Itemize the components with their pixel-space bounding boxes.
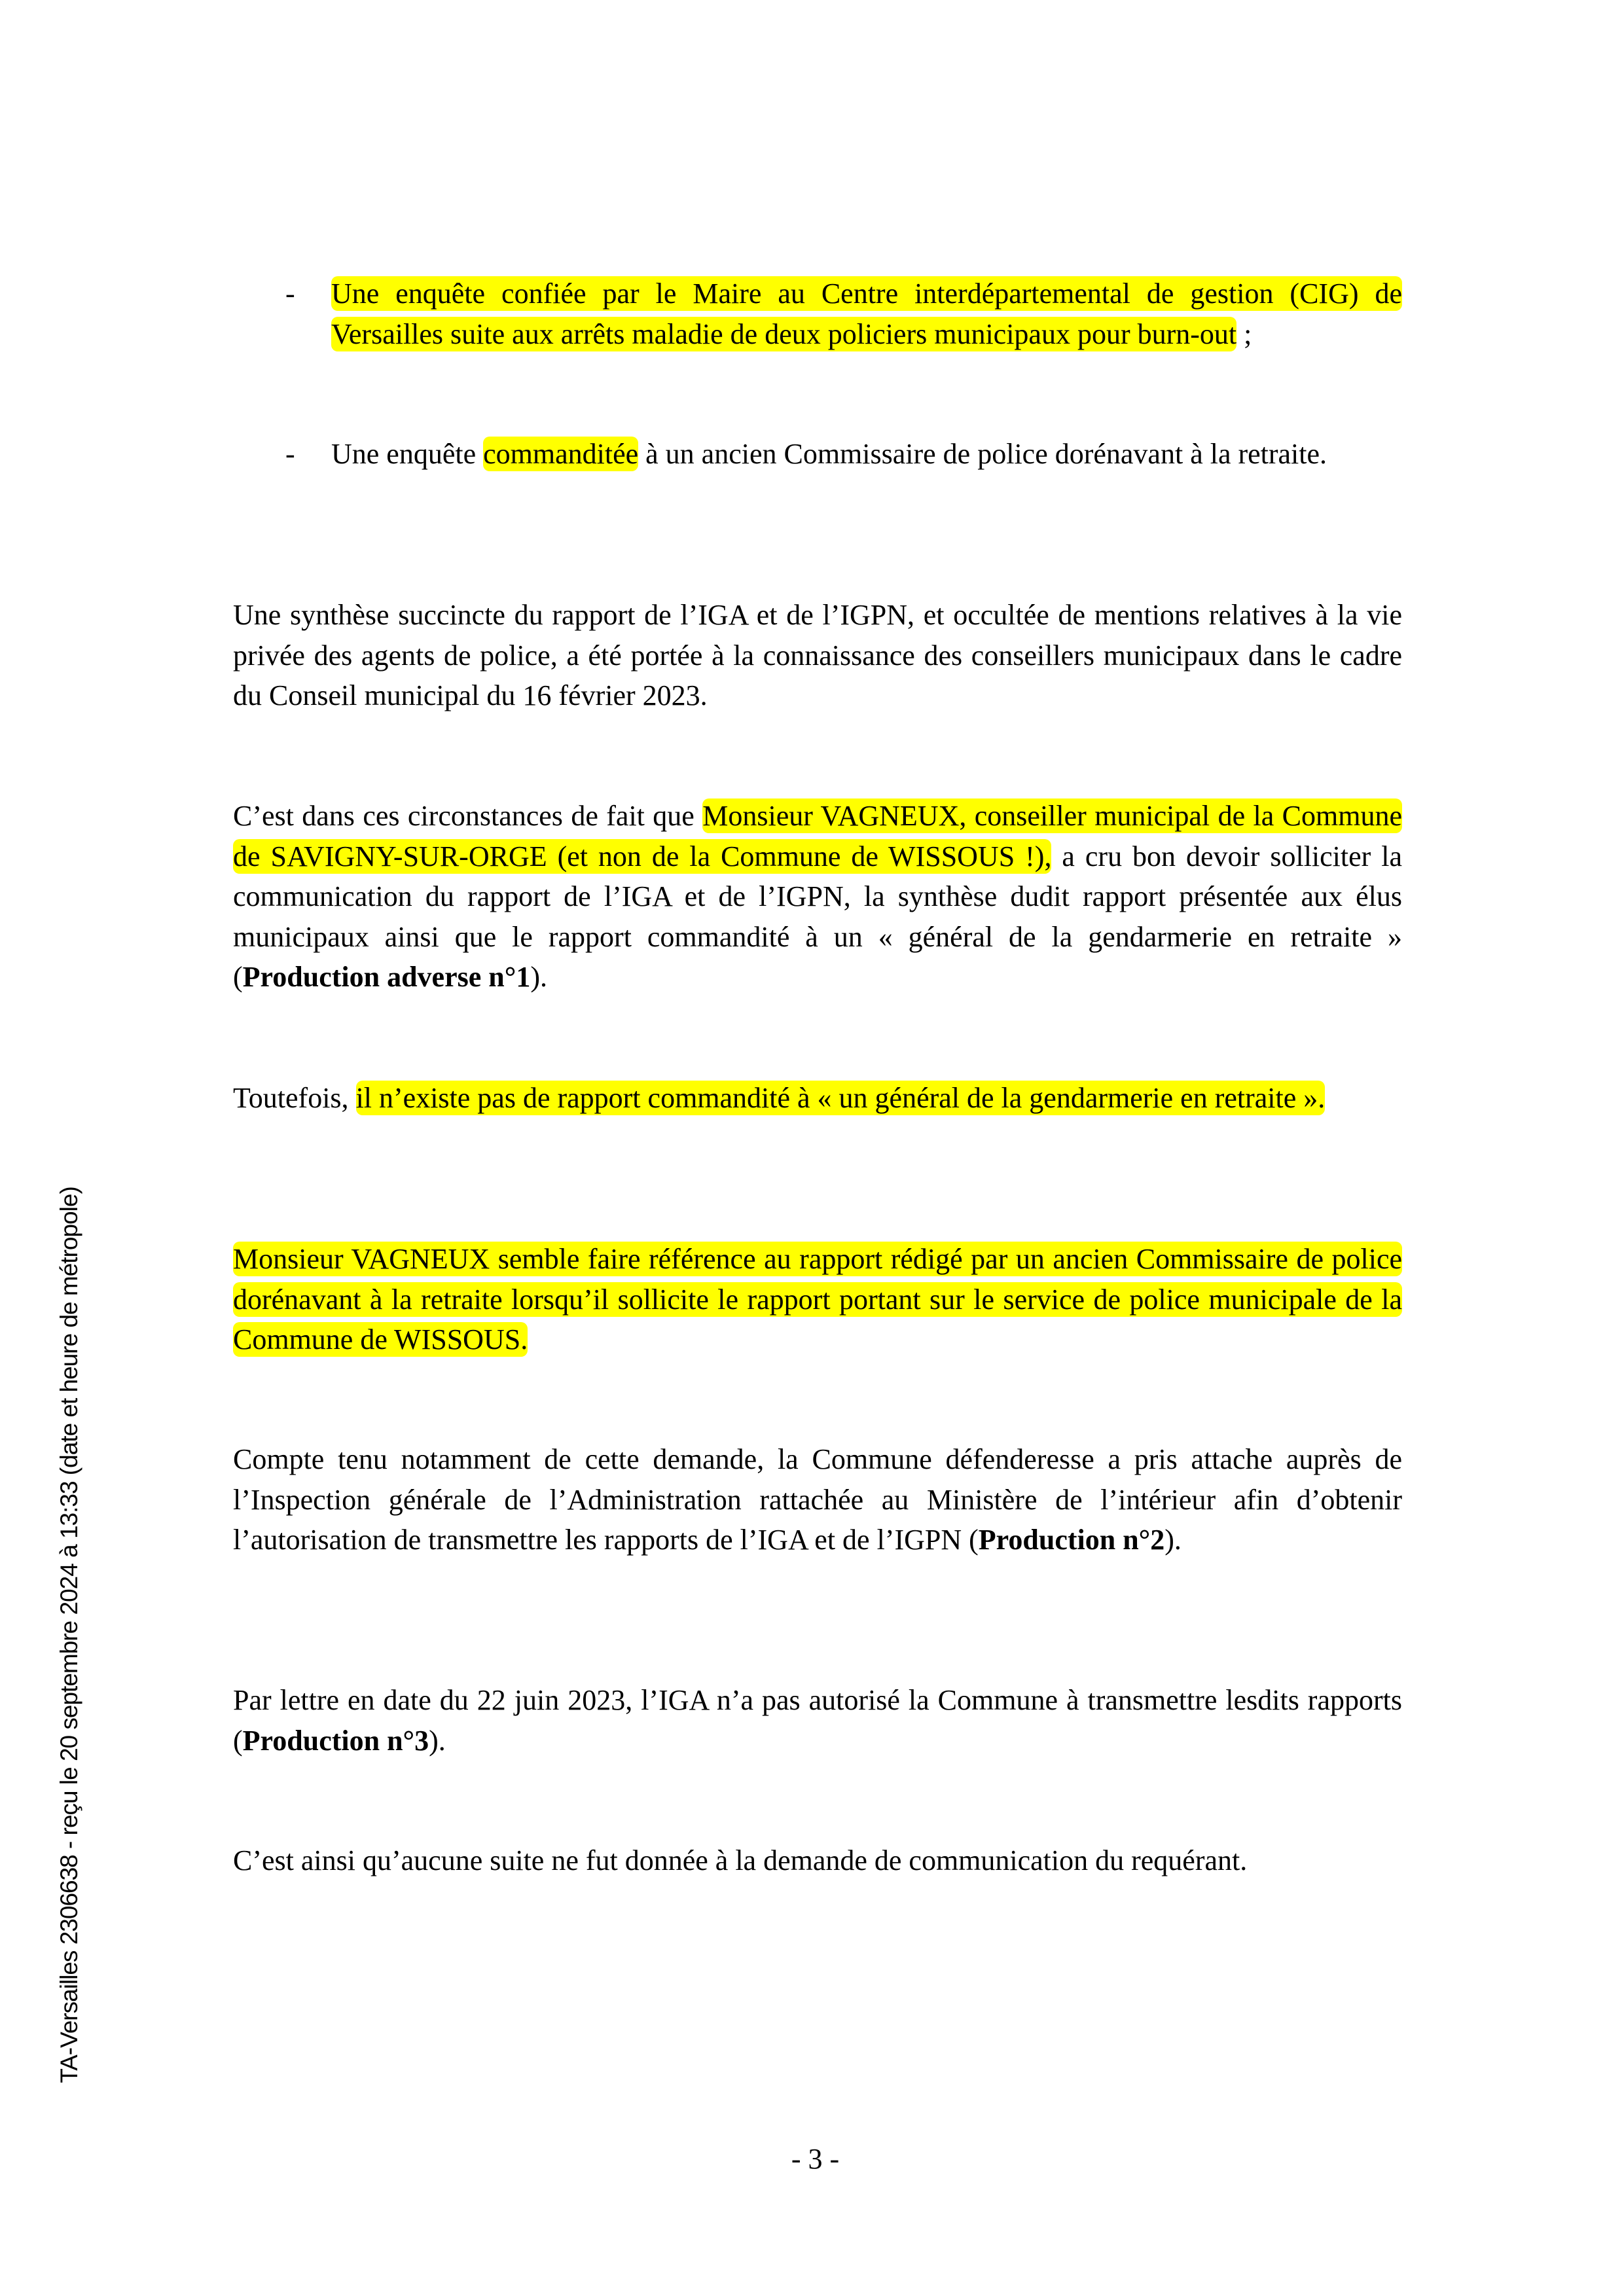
filing-stamp: TA-Versailles 2306638 - reçu le 20 septembre 2024 à 13:33 (date et heure de métropole) [56, 1187, 82, 2083]
paragraph-toutefois [233, 1078, 1402, 1119]
bullet-dash: - [285, 278, 295, 310]
paragraph-lettre [233, 1680, 1402, 1761]
bullet-item [331, 274, 1402, 354]
text-segment: Une enquête [331, 438, 484, 470]
text-segment: ). [530, 961, 547, 993]
highlighted-text: Une enquête confiée par le Maire au Centre interdépartemental de gestion (CIG) de Versailles suite aux arrêts maladie de deux policiers municipaux pour burn-out [331, 278, 1402, 350]
highlighted-text: commanditée [483, 438, 639, 470]
text-segment: ). [1164, 1524, 1182, 1556]
text-segment: ; [1236, 317, 1252, 350]
text-segment: à un ancien Commissaire de police dorénavant à la retraite. [638, 438, 1327, 470]
paragraph-conclusion [233, 1840, 1402, 1881]
bold-reference: Production n°2 [978, 1524, 1165, 1556]
text-segment: a cru bon devoir solliciter la communication du rapport de l’IGA et de l’IGPN, la synthèse dudit rapport présentée aux élus municipaux ainsi que le rapport commandité à un « général de la gendarmerie en retraite » ( [233, 840, 1403, 993]
paragraph-reference [233, 1239, 1402, 1360]
text-segment: C’est dans ces circonstances de fait que [233, 800, 703, 832]
text-segment: C’est ainsi qu’aucune suite ne fut donnée à la demande de communication du requérant. [233, 1844, 1248, 1876]
paragraph-demande [233, 1439, 1402, 1560]
highlighted-text: Monsieur VAGNEUX, conseiller municipal de la Commune de SAVIGNY-SUR-ORGE (et non de la Commune de WISSOUS !), [233, 800, 1402, 872]
bold-reference: Production adverse n°1 [242, 961, 531, 993]
bullet-dash: - [285, 438, 295, 470]
paragraph-synthese [233, 595, 1402, 716]
text-segment: Toutefois, [233, 1082, 356, 1114]
text-segment: Par lettre en date du 22 juin 2023, l’IGA n’a pas autorisé la Commune à transmettre lesdits rapports ( [233, 1684, 1402, 1757]
text-segment: Compte tenu notamment de cette demande, la Commune défenderesse a pris attache auprès de l’Inspection générale de l’Administration rattachée au Ministère de l’intérieur afin d’obtenir l’autorisation de transmettre les rapports de l’IGA et de l’IGPN ( [233, 1443, 1402, 1556]
text-segment: Une synthèse succincte du rapport de l’IGA et de l’IGPN, et occultée de mentions relatives à la vie privée des agents de police, a été portée à la connaissance des conseillers municipaux dans le cadre du Conseil municipal du 16 février 2023. [233, 599, 1402, 711]
bullet-item [331, 434, 1402, 475]
page-number: - 3 - [791, 2143, 840, 2175]
highlighted-text: Monsieur VAGNEUX semble faire référence au rapport rédigé par un ancien Commissaire de police dorénavant à la retraite lorsqu’il sollicite le rapport portant sur le service de police municipale de la Commune de WISSOUS. [233, 1243, 1402, 1355]
text-segment: ). [429, 1724, 446, 1757]
highlighted-text: il n’existe pas de rapport commandité à « un général de la gendarmerie en retraite ». [355, 1082, 1326, 1114]
paragraph-circonstances [233, 796, 1402, 997]
bold-reference: Production n°3 [242, 1724, 429, 1757]
